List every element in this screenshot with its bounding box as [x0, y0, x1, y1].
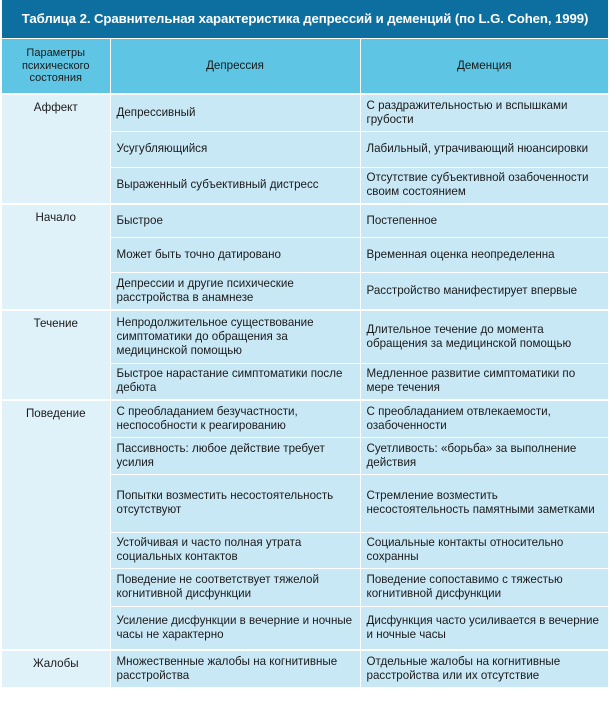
- table-row: [2, 94, 608, 131]
- depression-cell: Может быть точно датировано: [110, 237, 360, 272]
- param-cell: Начало: [2, 204, 110, 310]
- dementia-cell: Длительное течение до момента обращения за медицинской помощью: [360, 310, 608, 363]
- header-row: [2, 39, 608, 94]
- depression-cell: Непродолжительное существование симптоматики до обращения за медицинской помощью: [110, 310, 360, 363]
- table-row: [2, 400, 608, 437]
- dementia-cell: Поведение сопоставимо с тяжестью когнитивной дисфункции: [360, 568, 608, 606]
- dementia-cell: Лабильный, утрачивающий нюансировки: [360, 131, 608, 167]
- dementia-cell: Постепенное: [360, 204, 608, 237]
- depression-cell: Множественные жалобы на когнитивные расстройства: [110, 650, 360, 688]
- dementia-cell: Расстройство манифестирует впервые: [360, 272, 608, 310]
- param-cell: Течение: [2, 310, 110, 400]
- dementia-cell: С преобладанием отвлекаемости, озабоченности: [360, 400, 608, 437]
- depression-cell: Усугубляющийся: [110, 131, 360, 167]
- depression-cell: Депрессивный: [110, 94, 360, 131]
- param-cell: Поведение: [2, 400, 110, 650]
- table-row: [2, 650, 608, 688]
- param-cell: Жалобы: [2, 650, 110, 688]
- dementia-cell: Стремление возместить несостоятельность памятными заметками: [360, 474, 608, 532]
- depression-cell: Поведение не соответствует тяжелой когнитивной дисфункции: [110, 568, 360, 606]
- depression-cell: Пассивность: любое действие требует усилия: [110, 437, 360, 474]
- depression-cell: Попытки возместить несостоятельность отсутствуют: [110, 474, 360, 532]
- table-body: [2, 94, 608, 688]
- table-row: [2, 310, 608, 363]
- dementia-cell: Медленное развитие симптоматики по мере течения: [360, 363, 608, 400]
- param-cell: Аффект: [2, 94, 110, 204]
- depression-cell: С преобладанием безучастности, неспособности к реагированию: [110, 400, 360, 437]
- depression-cell: Депрессии и другие психические расстройства в анамнезе: [110, 272, 360, 310]
- dementia-cell: Суетливость: «борьба» за выполнение действия: [360, 437, 608, 474]
- dementia-cell: Дисфункция часто усиливается в вечерние и ночные часы: [360, 606, 608, 650]
- table-title: Таблица 2. Сравнительная характеристика депрессий и деменций (по L.G. Cohen, 1999): [2, 0, 608, 39]
- dementia-cell: Социальные контакты относительно сохранны: [360, 532, 608, 568]
- depression-cell: Выраженный субъективный дистресс: [110, 167, 360, 204]
- depression-cell: Усиление дисфункции в вечерние и ночные часы не характерно: [110, 606, 360, 650]
- depression-cell: Быстрое: [110, 204, 360, 237]
- header-param: Параметры психического состояния: [2, 39, 110, 94]
- dementia-cell: С раздражительностью и вспышками грубости: [360, 94, 608, 131]
- dementia-cell: Отсутствие субъективной озабоченности своим состоянием: [360, 167, 608, 204]
- depression-cell: Быстрое нарастание симптоматики после дебюта: [110, 363, 360, 400]
- comparison-table: [2, 39, 608, 689]
- dementia-cell: Отдельные жалобы на когнитивные расстройства или их отсутствие: [360, 650, 608, 688]
- depression-cell: Устойчивая и часто полная утрата социальных контактов: [110, 532, 360, 568]
- header-dementia: Деменция: [360, 39, 608, 94]
- table-figure: [2, 0, 608, 689]
- header-depression: Депрессия: [110, 39, 360, 94]
- table-row: [2, 204, 608, 237]
- dementia-cell: Временная оценка неопределенна: [360, 237, 608, 272]
